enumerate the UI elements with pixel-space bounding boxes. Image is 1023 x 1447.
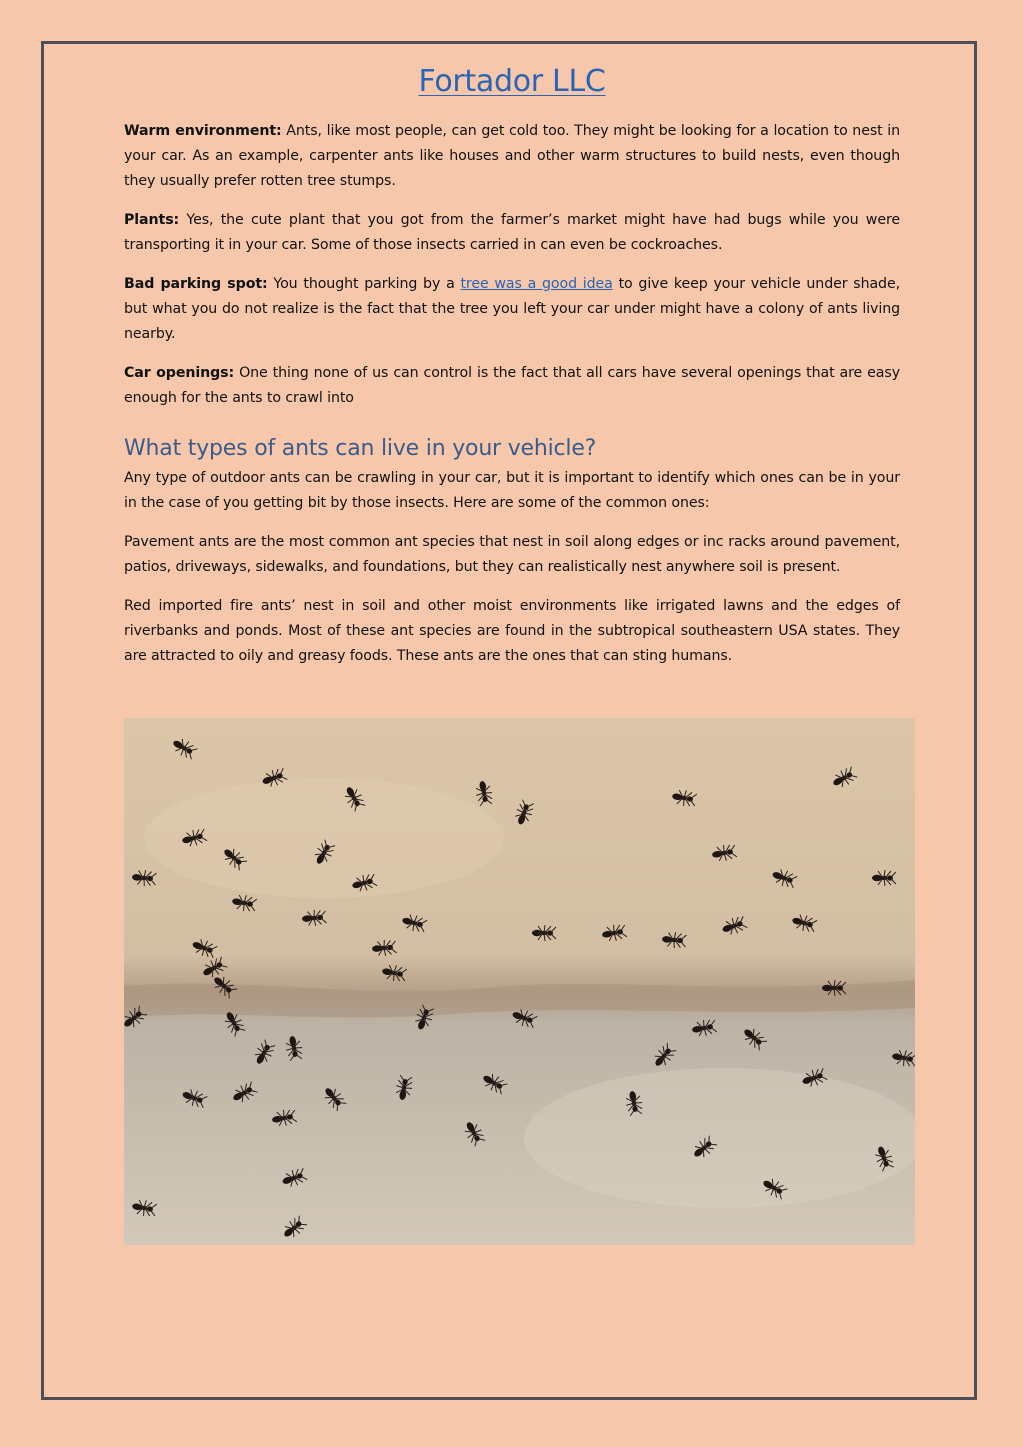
paragraph-lead: Warm environment:	[124, 123, 282, 139]
section-paragraph-fire-ants: Red imported fire ants’ nest in soil and other moist environments like irrigated lawns and the edges of riverbanks and ponds. Most of these ant species are found in the subtropical southeastern USA states. They are attracted to oily and greasy foods. These ants are the ones that can sting humans.	[124, 598, 900, 664]
section-heading: What types of ants can live in your vehicle?	[124, 436, 597, 461]
paragraph-text: to give keep your vehicle under shade, but what you do not realize is the fact that the tree you left your car under might have a colony of ants living nearby.	[124, 276, 900, 342]
tree-good-idea-link[interactable]: tree was a good idea	[460, 276, 613, 292]
paragraph-lead: Plants:	[124, 212, 180, 228]
ants-on-ground-photo	[124, 718, 915, 1245]
paragraph-text: One thing none of us can control is the fact that all cars have several openings that are easy enough for the ants to crawl into	[124, 365, 900, 406]
paragraph-lead: Bad parking spot:	[124, 276, 268, 292]
section-paragraph-pavement-ants: Pavement ants are the most common ant species that nest in soil along edges or inc racks around pavement, patios, driveways, sidewalks, and foundations, but they can realistically nest anywhere soil is present.	[124, 534, 900, 575]
paragraph-text: Yes, the cute plant that you got from the farmer’s market might have had bugs while you were transporting it in your car. Some of those insects carried in can even be cockroaches.	[124, 212, 900, 253]
paragraph-bad-parking-spot	[124, 272, 900, 347]
paragraph-warm-environment	[124, 119, 900, 194]
document-title-link[interactable]: Fortador LLC	[418, 64, 606, 99]
section-paragraph-intro: Any type of outdoor ants can be crawling in your car, but it is important to identify which ones can be in your in the case of you getting bit by those insects. Here are some of the common ones:	[124, 470, 900, 511]
paragraph-text: You thought parking by a	[267, 276, 461, 292]
paragraph-plants	[124, 208, 900, 258]
paragraph-car-openings	[124, 361, 900, 411]
paragraph-text: Ants, like most people, can get cold too. They might be looking for a location to nest in your car. As an example, carpenter ants like houses and other warm structures to build nests, even though they usually prefer rotten tree stumps.	[124, 123, 900, 189]
ants-photo-illustration	[124, 718, 915, 1245]
document-body	[124, 60, 900, 683]
paragraph-lead: Car openings:	[124, 365, 235, 381]
